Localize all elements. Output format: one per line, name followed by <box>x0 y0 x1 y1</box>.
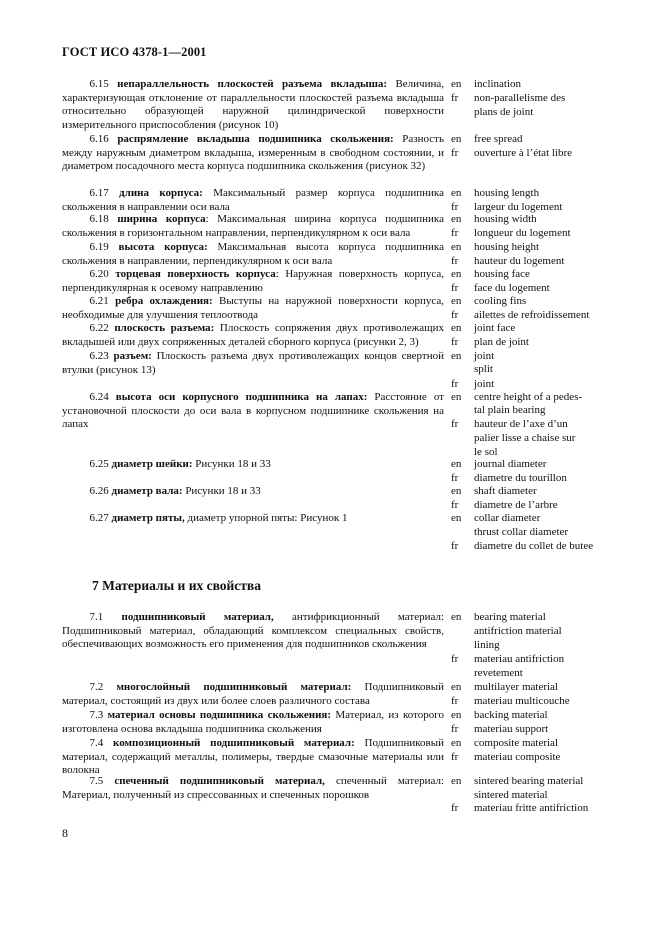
equivalent-term: materiau composite <box>474 750 561 763</box>
entry-number: 6.18 <box>89 213 109 225</box>
equivalent-lang: en <box>451 458 462 470</box>
equivalent-term: housing length <box>474 187 540 199</box>
entry-number: 6.15 <box>89 78 109 90</box>
equivalent-term: free spread <box>474 133 523 145</box>
entry-number: 7.1 <box>89 611 104 623</box>
equivalent-term: split <box>474 363 493 375</box>
entry-definition-text: спеченный материал: Материал, полученный из спрессованных и спеченных порошков <box>62 775 444 801</box>
entry-definition-text: Максимальная высота корпуса подшипника скольжения в направлении, перпендикулярном к оси вала <box>62 241 444 267</box>
entry-number: 6.19 <box>89 241 109 253</box>
entry-term: подшипниковый материал, <box>121 611 274 623</box>
equivalent-lang: fr <box>451 146 459 159</box>
entry-definition <box>62 485 444 499</box>
equivalent-term: diametre du tourillon <box>474 472 567 484</box>
equivalent-term: sintered material <box>474 788 548 801</box>
entry-definition-text: антифрикционный материал: Подшипниковый материал, обладающий комплексом специальных свойств, обеспечивающих возможность его применения для подшипников скольжения <box>62 611 445 651</box>
equivalent-term: multilayer material <box>474 681 558 693</box>
entry-definition-text: Рисунки 18 и 33 <box>192 458 271 470</box>
equivalent-lang: en <box>451 295 462 307</box>
equivalent-lang: en <box>451 187 462 199</box>
equivalent-term: face du logement <box>474 281 550 294</box>
entry-term: плоскость разъема: <box>114 322 215 334</box>
entry-definition-text: Материал, из которого изготовлена основа вкладыша подшипника скольжения <box>62 709 445 735</box>
entry-term: материал основы подшипника скольжения: <box>107 709 332 721</box>
entry-definition-text: Величина, характеризующая отклонение от параллельности плоскостей разъема вкладыша относительно образующей наружной цилиндрической поверхности измерительного приспособления (рисунок 10) <box>62 78 444 131</box>
equivalent-term: diametre de l’arbre <box>474 499 558 511</box>
entry-definition-text: Разность между наружным диаметром вкладыша, измеренным в свободном состоянии, и диаметром посадочного места корпуса подшипника скольжения (рисунок 32) <box>62 133 444 173</box>
equivalent-term: ouverture à l’état libre <box>474 146 573 159</box>
entry-number: 6.21 <box>89 295 109 307</box>
equivalent-lang: fr <box>451 472 459 484</box>
equivalent-term: joint <box>474 350 495 362</box>
equivalent-lang: en <box>451 391 462 403</box>
equivalent-lang: en <box>451 213 462 225</box>
equivalent-lang: fr <box>451 200 459 213</box>
equivalent-term: housing width <box>474 213 537 225</box>
equivalent-term: ailettes de refroidissement <box>474 308 590 321</box>
equivalent-lang: en <box>451 611 462 623</box>
entry-definition-text: Плоскость сопряжения двух противолежащих вкладышей или двух сопряженных деталей сборного корпуса (рисунки 2, 3) <box>62 322 445 348</box>
entry-term: высота оси корпусного подшипника на лапах: <box>115 391 368 403</box>
entry-number: 7.2 <box>89 681 104 693</box>
entry-number: 7.4 <box>89 737 104 749</box>
equivalent-lang: en <box>451 709 462 721</box>
entry-term: спеченный подшипниковый материал, <box>114 775 325 787</box>
entry-number: 6.24 <box>89 391 109 403</box>
entry-definition <box>62 458 444 472</box>
entry-term: торцевая поверхность корпуса <box>115 268 276 280</box>
entry-term: длина корпуса: <box>119 187 203 199</box>
entry-number: 6.22 <box>89 322 109 334</box>
entry-definition-text: Подшипниковый материал, содержащий металлы, полимеры, твердые смазочные материалы или волокна <box>62 737 445 777</box>
entry-number: 7.5 <box>89 775 104 787</box>
equivalent-term: bearing material <box>474 611 546 623</box>
equivalent-term: housing height <box>474 241 540 253</box>
entry-definition-text: Подшипниковый материал, состоящий из двух или более слоев различного состава <box>62 681 445 707</box>
equivalent-term: cooling fins <box>474 295 527 307</box>
entry-definition-text: диаметр упорной пяты: Рисунок 1 <box>184 512 348 524</box>
entry-definition <box>62 709 444 736</box>
equivalent-term: antifriction material <box>474 625 562 637</box>
equivalent-term: centre height of a pedes- <box>474 391 583 403</box>
entry-number: 6.26 <box>89 485 109 497</box>
entry-term: диаметр вала: <box>111 485 183 497</box>
page-number: 8 <box>62 826 68 840</box>
equivalent-lang: fr <box>451 418 459 430</box>
equivalent-lang: en <box>451 241 462 253</box>
entry-definition-text: Максимальный размер корпуса подшипника скольжения в направлении оси вала <box>62 187 444 213</box>
page-header: ГОСТ ИСО 4378-1—2001 <box>62 45 207 59</box>
equivalent-lang: fr <box>451 92 459 104</box>
equivalent-lang: en <box>451 512 462 524</box>
equivalent-term: materiau multicouche <box>474 694 570 707</box>
entry-term: распрямление вкладыша подшипника скольжения: <box>117 133 394 145</box>
equivalent-lang: fr <box>451 499 459 511</box>
equivalent-lang: fr <box>451 281 459 294</box>
equivalent-lang: en <box>451 133 462 145</box>
equivalent-term: thrust collar diameter <box>474 526 569 538</box>
entry-number: 6.27 <box>89 512 109 524</box>
entry-definition-text: Выступы на наружной поверхности корпуса, необходимые для улучшения теплоотвода <box>62 295 444 321</box>
equivalent-lang: en <box>451 485 462 497</box>
equivalent-lang: fr <box>451 750 459 763</box>
equivalent-term: lining <box>474 639 500 651</box>
equivalent-lang: fr <box>451 335 459 348</box>
equivalent-lang: fr <box>451 254 459 267</box>
equivalent-term: revetement <box>474 667 523 679</box>
equivalent-term: collar diameter <box>474 512 541 524</box>
entry-term: диаметр пяты, <box>111 512 185 524</box>
equivalent-lang: fr <box>451 653 459 665</box>
equivalent-term: joint face <box>474 322 516 334</box>
entry-definition <box>62 737 444 778</box>
equivalent-term: tal plain bearing <box>474 404 546 416</box>
entry-number: 6.20 <box>89 268 109 280</box>
equivalent-lang: en <box>451 78 462 90</box>
equivalent-term: composite material <box>474 737 558 749</box>
section-heading: 7 Материалы и их свойства <box>92 578 261 593</box>
equivalent-term: inclination <box>474 78 522 90</box>
equivalent-lang: fr <box>451 722 459 735</box>
entry-definition <box>62 78 444 132</box>
entry-term: диаметр шейки: <box>111 458 193 470</box>
entry-number: 6.25 <box>89 458 109 470</box>
entry-definition <box>62 350 444 377</box>
equivalent-lang: en <box>451 681 462 693</box>
equivalent-term: plan de joint <box>474 335 529 348</box>
equivalent-lang: fr <box>451 226 459 239</box>
entry-definition <box>62 213 444 240</box>
entry-definition-text: : Наружная поверхность корпуса, перпендикулярная к осевому направлению <box>62 268 444 294</box>
equivalent-lang: en <box>451 350 462 362</box>
entry-definition-text: Расстояние от установочной плоскости до оси вала в корпусном подшипнике скольжения на лапах <box>62 391 444 431</box>
entry-definition <box>62 241 444 268</box>
entry-definition <box>62 775 444 802</box>
entry-definition <box>62 611 444 652</box>
equivalent-lang: fr <box>451 378 459 390</box>
entry-definition <box>62 133 444 174</box>
equivalent-lang: en <box>451 322 462 334</box>
equivalent-lang: fr <box>451 308 459 321</box>
entry-term: ребра охлаждения: <box>115 295 213 307</box>
equivalent-lang: fr <box>451 540 459 552</box>
equivalent-term: housing face <box>474 268 530 280</box>
equivalent-term: palier lisse a chaise sur <box>474 432 576 444</box>
entry-term: ширина корпуса <box>117 213 206 225</box>
entry-definition <box>62 322 444 349</box>
entry-term: непараллельность плоскостей разъема вкладыша: <box>117 78 388 90</box>
equivalent-term: materiau support <box>474 722 549 735</box>
equivalent-term: journal diameter <box>474 458 547 470</box>
equivalent-lang: en <box>451 775 462 787</box>
entry-definition-text: Плоскость разъема двух противолежащих концов свертной втулки (рисунок 13) <box>62 350 444 376</box>
equivalent-term: hauteur du logement <box>474 254 565 267</box>
entry-definition-text: : Максимальная ширина корпуса подшипника скольжения в горизонтальном направлении, перпендикулярном к оси вала <box>62 213 444 239</box>
equivalent-term: hauteur de l’axe d’un <box>474 418 568 430</box>
entry-definition <box>62 268 444 295</box>
equivalent-lang: en <box>451 737 462 749</box>
equivalent-term: diametre du collet de butee <box>474 540 594 552</box>
equivalent-term: materiau fritte antifriction <box>474 802 589 815</box>
entry-definition <box>62 187 444 214</box>
equivalent-term: sintered bearing material <box>474 775 584 787</box>
entry-number: 6.17 <box>89 187 109 199</box>
entry-term: многослойный подшипниковый материал: <box>116 681 352 693</box>
entry-definition-text: Рисунки 18 и 33 <box>182 485 261 497</box>
equivalent-term: joint <box>474 378 495 390</box>
entry-term: высота корпуса: <box>118 241 208 253</box>
entry-definition <box>62 681 444 708</box>
equivalent-term: largeur du logement <box>474 200 563 213</box>
equivalent-lang: en <box>451 268 462 280</box>
entry-term: композиционный подшипниковый материал: <box>113 737 355 749</box>
equivalent-lang: fr <box>451 802 459 815</box>
equivalent-lang: fr <box>451 694 459 707</box>
entry-term: разъем: <box>113 350 152 362</box>
equivalent-term: non-parallelisme des <box>474 92 566 104</box>
equivalent-term: plans de joint <box>474 106 534 118</box>
entry-definition <box>62 391 444 432</box>
equivalent-term: materiau antifriction <box>474 653 565 665</box>
entry-number: 6.16 <box>89 133 109 145</box>
equivalent-term: le sol <box>474 446 498 458</box>
entry-number: 7.3 <box>89 709 104 721</box>
equivalent-term: shaft diameter <box>474 485 537 497</box>
entry-definition <box>62 295 444 322</box>
entry-definition <box>62 512 444 526</box>
entry-number: 6.23 <box>89 350 109 362</box>
equivalent-term: longueur du logement <box>474 226 571 239</box>
equivalent-term: backing material <box>474 709 548 721</box>
